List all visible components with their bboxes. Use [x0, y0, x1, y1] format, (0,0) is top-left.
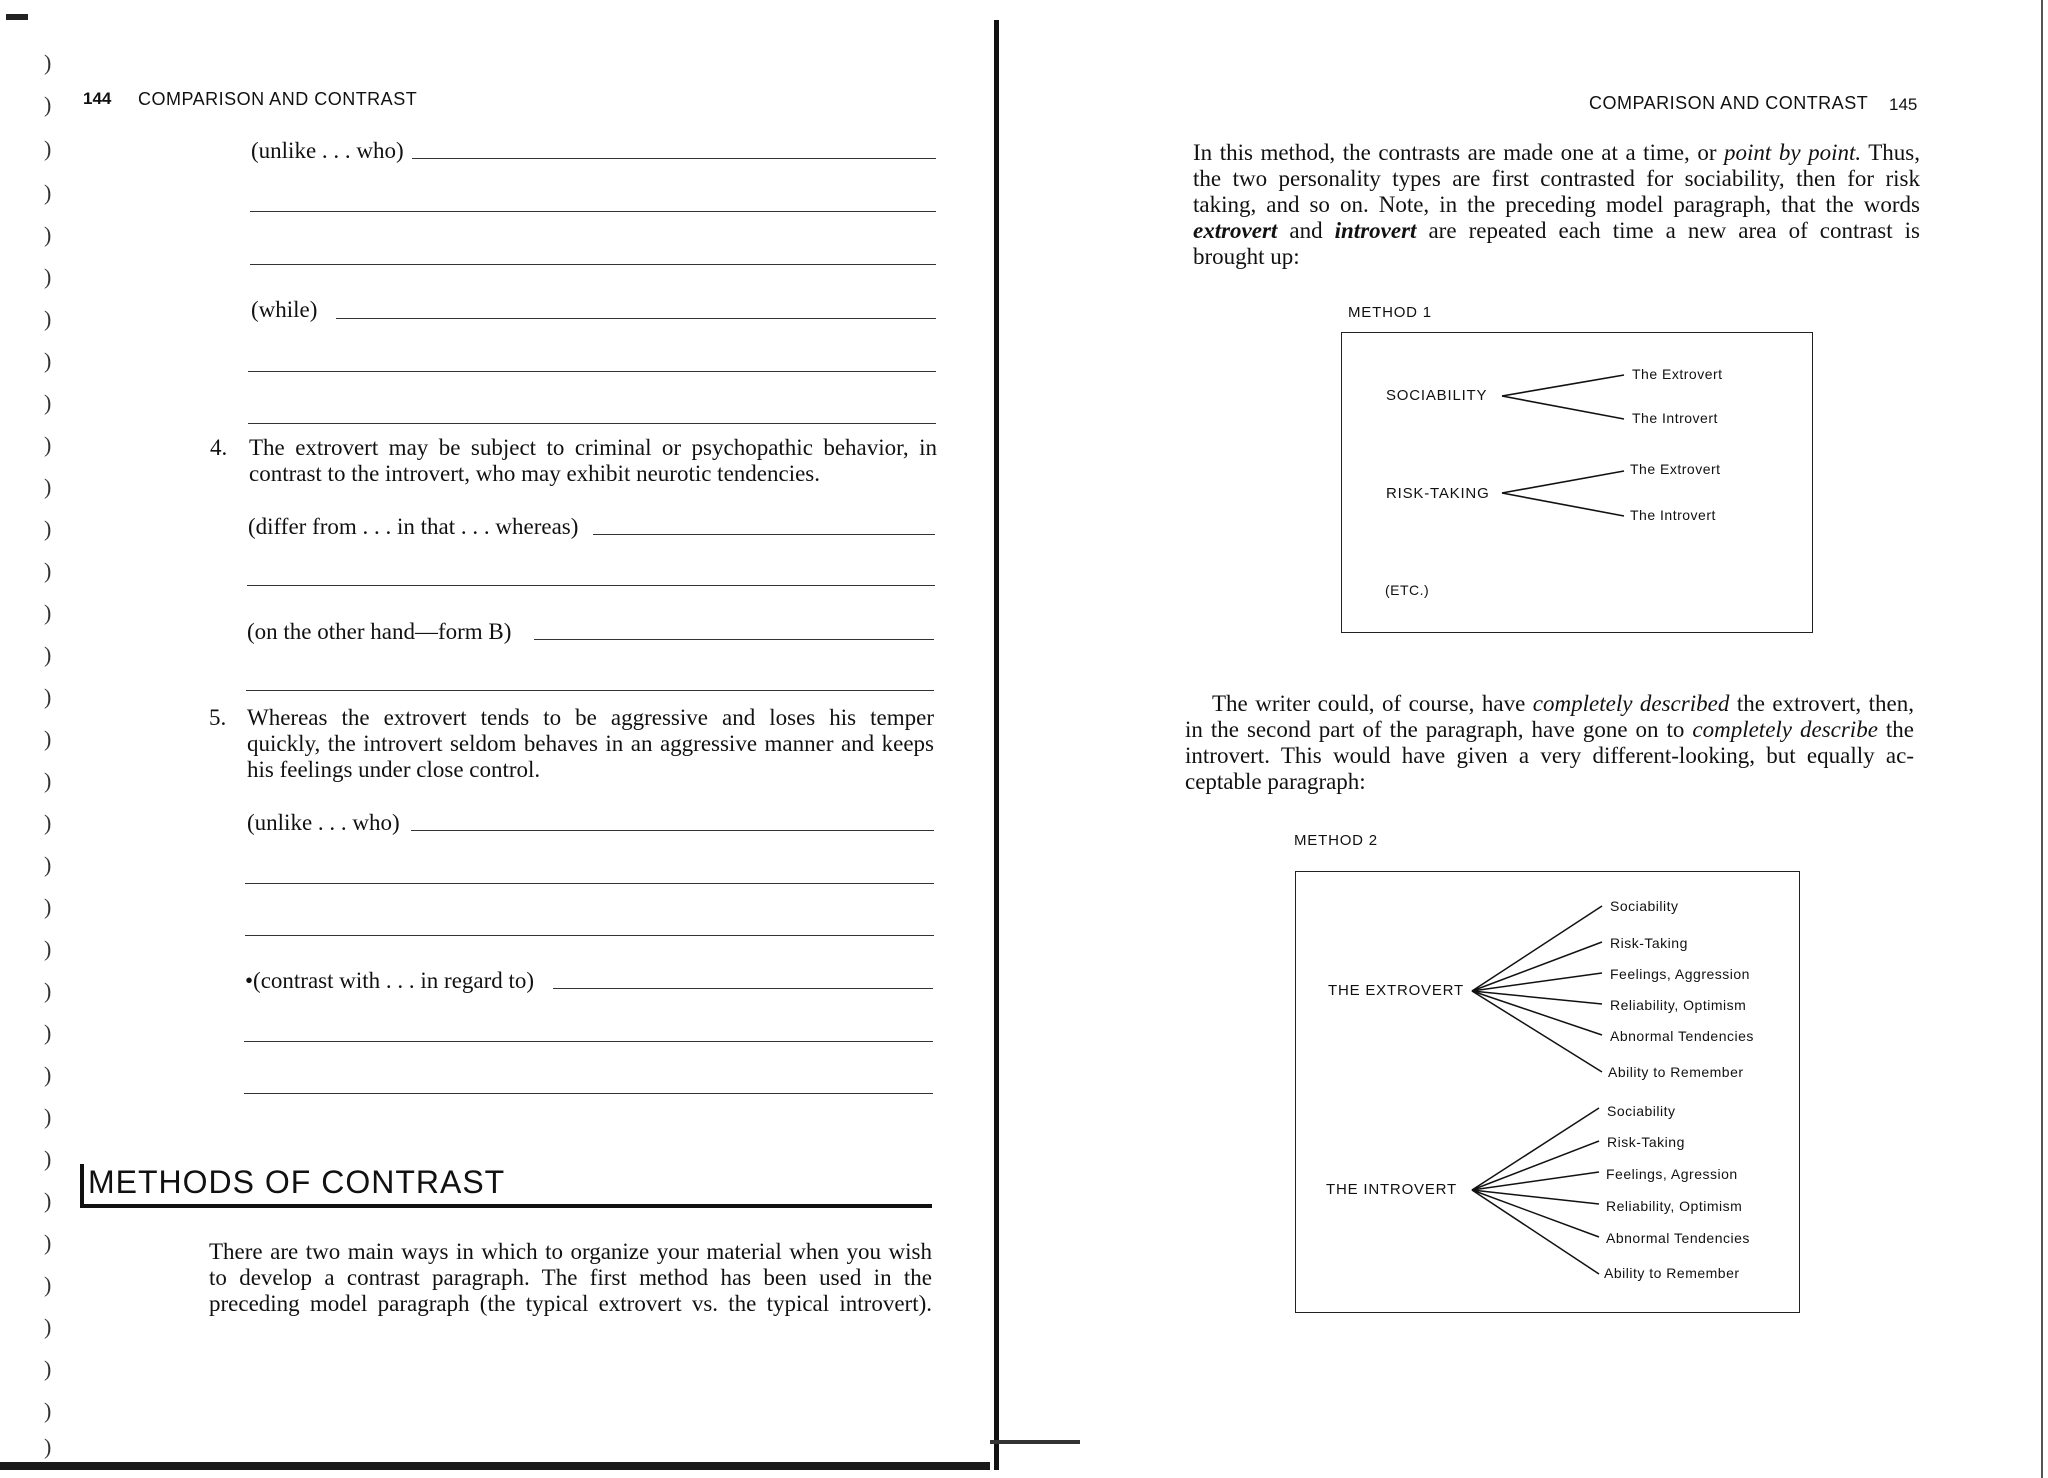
binding-mark-top [6, 14, 28, 20]
method2-leaf: Sociability [1610, 898, 1679, 914]
method2-leaf: Abnormal Tendencies [1610, 1028, 1754, 1044]
prompt-while: (while) [251, 297, 318, 322]
prompt-other-hand: (on the other hand—form B) [247, 619, 512, 644]
method2-group-introvert: THE INTROVERT [1326, 1181, 1457, 1198]
method1-label: METHOD 1 [1348, 304, 1432, 321]
answer-line[interactable] [411, 830, 934, 831]
method2-leaf: Ability to Remember [1604, 1265, 1740, 1281]
method1-leaf: The Extrovert [1630, 461, 1721, 477]
method2-diagram [1295, 871, 1800, 1313]
item-4-line-1: The extrovert may be subject to criminal or psychopathic behavior, in [249, 435, 937, 460]
method2-leaf: Feelings, Aggression [1610, 966, 1750, 982]
heading-underline [80, 1204, 932, 1208]
para1-line-3: taking, and so on. Note, in the preceding model paragraph, that the words [1193, 192, 1920, 217]
page-bottom-edge [0, 1462, 990, 1470]
item-5-line-3: his feelings under close control. [247, 757, 541, 782]
answer-line[interactable] [245, 935, 934, 936]
answer-line[interactable] [246, 690, 934, 691]
para1-italic: extrovert [1193, 218, 1278, 243]
answer-line[interactable] [412, 158, 936, 159]
method1-leaf: The Introvert [1630, 507, 1716, 523]
left-page-number: 144 [83, 89, 112, 108]
prompt-unlike-who-2: (unlike . . . who) [247, 810, 400, 835]
para2-text: The writer could, of course, have [1212, 691, 1533, 716]
answer-line[interactable] [553, 988, 933, 989]
method2-leaf: Risk-Taking [1610, 935, 1688, 951]
para1-italic: introvert [1334, 218, 1417, 243]
para1-italic: point by point. [1724, 140, 1862, 165]
prompt-unlike-who-1: (unlike . . . who) [251, 138, 404, 163]
method2-leaf: Ability to Remember [1608, 1064, 1744, 1080]
item-5-line-2: quickly, the introvert seldom behaves in an aggressive manner and keeps [247, 731, 934, 756]
para2-text: in the second part of the paragraph, have gone on to [1185, 717, 1693, 742]
para1-line-4 [1193, 218, 1920, 244]
method1-leaf: The Introvert [1632, 410, 1718, 426]
para1-line-2: the two personality types are first contrasted for sociability, then for risk [1193, 166, 1920, 191]
method2-leaf: Risk-Taking [1607, 1134, 1685, 1150]
para2-text: the extrovert, then, [1729, 691, 1914, 716]
answer-line[interactable] [244, 1041, 933, 1042]
method2-leaf: Reliability, Optimism [1606, 1198, 1743, 1214]
para1-line-5: brought up: [1193, 244, 1300, 269]
method1-group-sociability: SOCIABILITY [1386, 387, 1488, 404]
para2-line-1 [1212, 691, 1914, 717]
right-running-head: COMPARISON AND CONTRAST [1589, 93, 1869, 113]
answer-line[interactable] [593, 534, 935, 535]
method2-leaf: Abnormal Tendencies [1606, 1230, 1750, 1246]
prompt-differ-from: (differ from . . . in that . . . whereas) [248, 514, 579, 539]
section-para-line-2: to develop a contrast paragraph. The first method has been used in the [209, 1265, 932, 1290]
method1-leaf: The Extrovert [1632, 366, 1723, 382]
method1-etc: (ETC.) [1385, 582, 1430, 598]
method2-leaf: Feelings, Agression [1606, 1166, 1738, 1182]
para2-italic: completely described [1532, 691, 1730, 716]
para1-text: In this method, the contrasts are made one at a time, or [1193, 140, 1725, 165]
para2-italic: completely describe [1692, 717, 1878, 742]
para1-text: and [1277, 218, 1335, 243]
answer-line[interactable] [250, 264, 936, 265]
answer-line[interactable] [244, 1093, 933, 1094]
heading-bracket [80, 1164, 84, 1208]
method2-label: METHOD 2 [1294, 832, 1378, 849]
answer-line[interactable] [250, 211, 936, 212]
right-page-edge [2041, 0, 2043, 1478]
answer-line[interactable] [245, 883, 934, 884]
method1-diagram [1341, 332, 1813, 633]
prompt-contrast-with: •(contrast with . . . in regard to) [245, 968, 535, 993]
right-page-number: 145 [1889, 95, 1918, 114]
para2-text: the [1877, 717, 1914, 742]
method2-branch-lines [1296, 872, 1799, 1312]
answer-line[interactable] [247, 585, 935, 586]
method2-leaf: Sociability [1607, 1103, 1676, 1119]
para2-line-2 [1185, 717, 1914, 743]
method2-leaf: Reliability, Optimism [1610, 997, 1747, 1013]
section-heading: METHODS OF CONTRAST [88, 1164, 506, 1200]
item-5-number: 5. [209, 705, 227, 730]
answer-line[interactable] [248, 423, 936, 424]
method2-group-extrovert: THE EXTROVERT [1328, 982, 1464, 999]
answer-line[interactable] [534, 639, 934, 640]
para2-line-4: ceptable paragraph: [1185, 769, 1366, 794]
para1-line-1 [1193, 140, 1920, 166]
para1-text: are repeated each time a new area of contrast is [1416, 218, 1920, 243]
item-4-line-2: contrast to the introvert, who may exhibit neurotic tendencies. [249, 461, 821, 486]
item-4-number: 4. [210, 435, 228, 460]
section-para-line-1: There are two main ways in which to organize your material when you wish [209, 1239, 932, 1264]
para2-line-3: introvert. This would have given a very different-looking, but equally ac- [1185, 743, 1914, 768]
book-gutter [994, 20, 999, 1470]
para1-text: Thus, [1861, 140, 1920, 165]
answer-line[interactable] [248, 371, 936, 372]
book-gutter-shadow [990, 1440, 1080, 1444]
answer-line[interactable] [336, 318, 936, 319]
left-running-head: COMPARISON AND CONTRAST [138, 89, 418, 109]
section-para-line-3: preceding model paragraph (the typical extrovert vs. the typical introvert). [209, 1291, 932, 1316]
item-5-line-1: Whereas the extrovert tends to be aggressive and loses his temper [247, 705, 934, 730]
method1-group-risk-taking: RISK-TAKING [1386, 485, 1490, 502]
